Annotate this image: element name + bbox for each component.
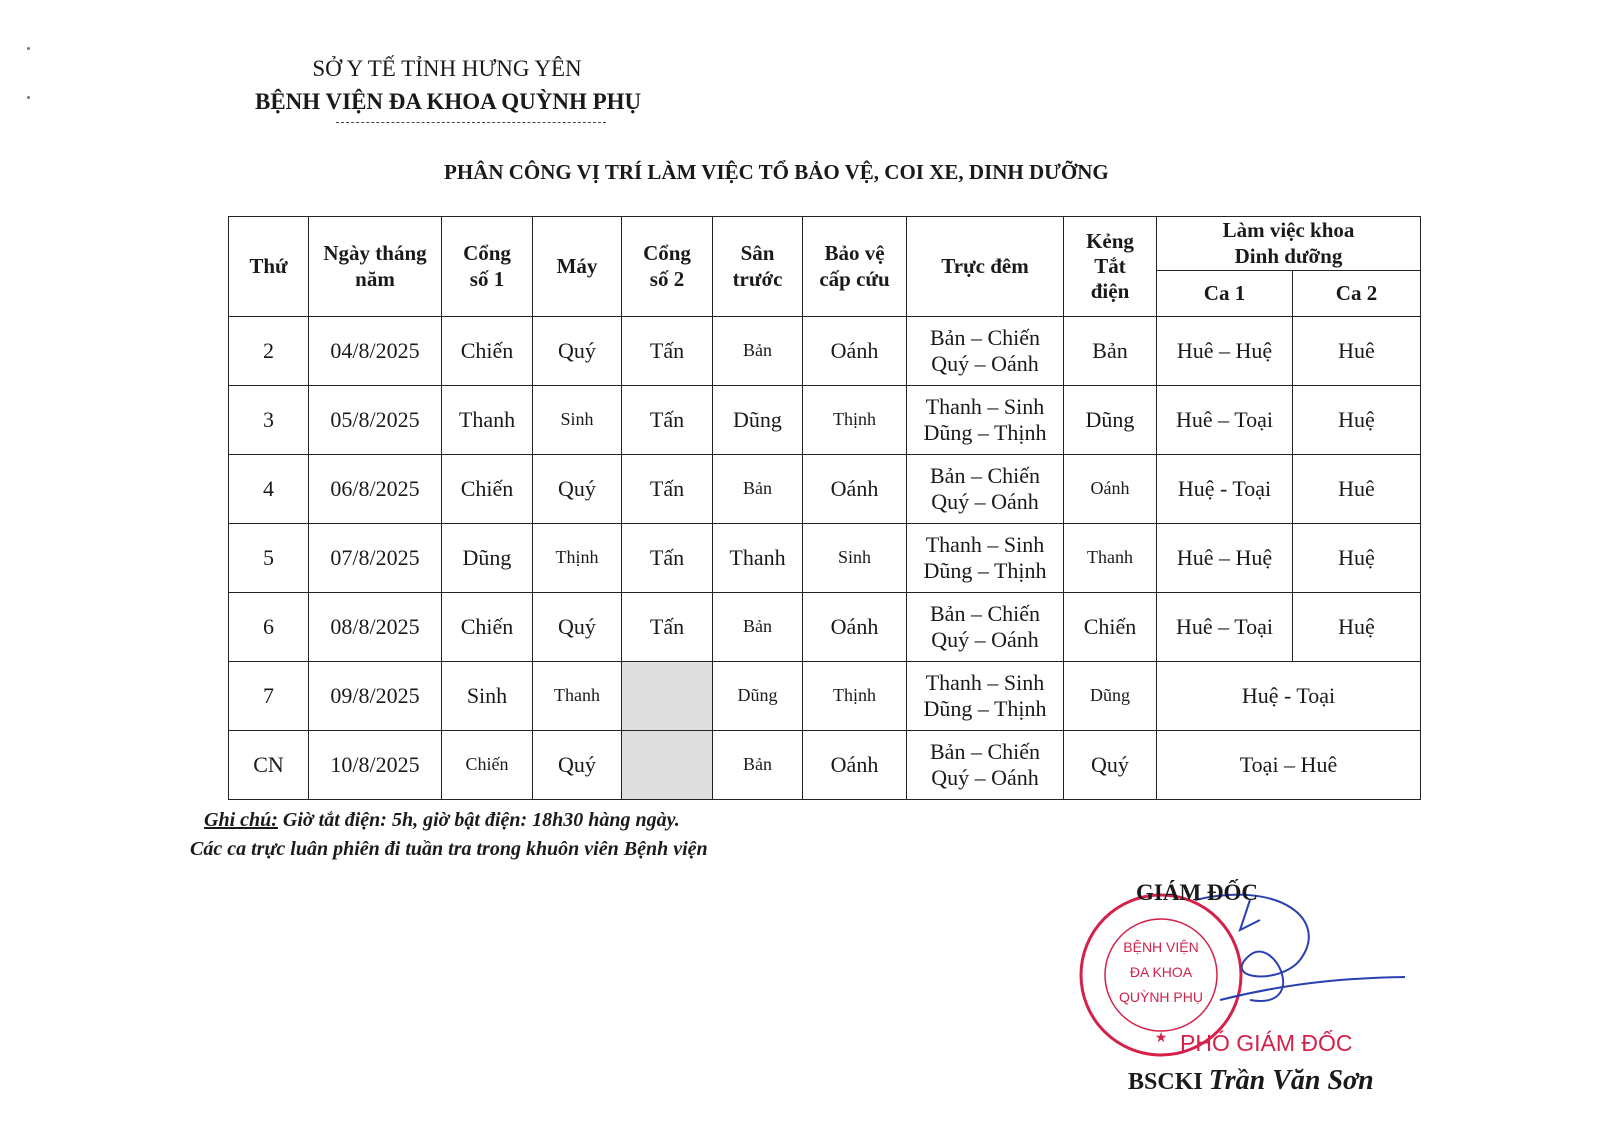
cell-ca1: Huê – Huệ [1157,524,1293,593]
cell-cong1: Sinh [442,662,533,731]
cell-san: Bản [713,593,803,662]
svg-text:★: ★ [1154,1029,1168,1045]
cell-ca1: Huệ - Toại [1157,455,1293,524]
cell-ngay: 04/8/2025 [309,317,442,386]
cell-cong1: Chiến [442,455,533,524]
signer-handwritten-name: Trần Văn Sơn [1208,1065,1374,1096]
cell-cong2: Tấn [622,524,713,593]
cell-truc-dem: Bản – Chiến Quý – Oánh [907,317,1064,386]
cell-keng: Oánh [1064,455,1157,524]
cell-ngay: 06/8/2025 [309,455,442,524]
cell-ngay: 09/8/2025 [309,662,442,731]
table-row [229,317,1421,386]
cell-san: Dũng [713,662,803,731]
cell-may: Quý [533,455,622,524]
cell-cong1: Chiến [442,317,533,386]
cell-ca2: Huệ [1293,386,1421,455]
schedule-table [228,216,1421,800]
cell-cong2-shaded [622,731,713,800]
cell-ngay: 05/8/2025 [309,386,442,455]
cell-truc-dem: Bản – Chiến Quý – Oánh [907,593,1064,662]
header-divider [336,122,606,123]
header-may: Máy [533,217,622,317]
signature-title: GIÁM ĐỐC [1136,880,1259,905]
cell-may: Thịnh [533,524,622,593]
cell-thu: 7 [229,662,309,731]
cell-cong2: Tấn [622,317,713,386]
cell-ca2: Huê [1293,455,1421,524]
cell-san: Bản [713,455,803,524]
cell-truc-dem: Bản – Chiến Quý – Oánh [907,731,1064,800]
agency-name: SỞ Y TẾ TỈNH HƯNG YÊN [312,56,582,81]
cell-may: Quý [533,731,622,800]
hospital-name: BỆNH VIỆN ĐA KHOA QUỲNH PHỤ [255,89,642,114]
cell-thu: 3 [229,386,309,455]
cell-keng: Quý [1064,731,1157,800]
table-row [229,386,1421,455]
table-row [229,524,1421,593]
cell-baove: Thịnh [803,662,907,731]
signature-role: PHÓ GIÁM ĐỐC [1180,1030,1353,1056]
cell-ngay: 07/8/2025 [309,524,442,593]
header-khoa: Làm việc khoa Dinh dưỡng [1157,217,1421,271]
scan-dot [27,96,30,99]
header-ca2: Ca 2 [1293,271,1421,317]
cell-san: Thanh [713,524,803,593]
cell-truc-dem: Thanh – Sinh Dũng – Thịnh [907,662,1064,731]
cell-truc-dem: Thanh – Sinh Dũng – Thịnh [907,524,1064,593]
svg-text:BỆNH VIỆN: BỆNH VIỆN [1123,939,1199,955]
table-row [229,593,1421,662]
header-cong2: Cổng số 2 [622,217,713,317]
header-ngay: Ngày tháng năm [309,217,442,317]
scan-dot [27,47,30,50]
cell-thu: CN [229,731,309,800]
header-thu: Thứ [229,217,309,317]
header-cong1: Cổng số 1 [442,217,533,317]
cell-truc-dem: Bản – Chiến Quý – Oánh [907,455,1064,524]
cell-may: Thanh [533,662,622,731]
cell-cong1: Thanh [442,386,533,455]
signer-prefix: BSCKI [1128,1069,1203,1095]
svg-text:QUỲNH PHỤ: QUỲNH PHỤ [1118,989,1204,1005]
cell-cong1: Chiến [442,731,533,800]
cell-san: Bản [713,317,803,386]
cell-may: Quý [533,317,622,386]
cell-may: Quý [533,593,622,662]
cell-ca1: Huê – Toại [1157,386,1293,455]
cell-ca2: Huê [1293,317,1421,386]
cell-keng: Dũng [1064,662,1157,731]
header-san: Sân trước [713,217,803,317]
cell-truc-dem: Thanh – Sinh Dũng – Thịnh [907,386,1064,455]
cell-baove: Thịnh [803,386,907,455]
cell-ca-merged: Huệ - Toại [1157,662,1421,731]
cell-ngay: 08/8/2025 [309,593,442,662]
table-row [229,731,1421,800]
cell-ca2: Huệ [1293,593,1421,662]
cell-ca-merged: Toại – Huê [1157,731,1421,800]
cell-cong1: Dũng [442,524,533,593]
note-line-2: Các ca trực luân phiên đi tuần tra trong khuôn viên Bệnh viện [190,838,708,860]
cell-baove: Oánh [803,593,907,662]
header-tructdem: Trực đêm [907,217,1064,317]
cell-ca2: Huệ [1293,524,1421,593]
cell-cong2: Tấn [622,386,713,455]
cell-baove: Oánh [803,317,907,386]
svg-text:ĐA KHOA: ĐA KHOA [1129,964,1193,980]
header-keng: Kẻng Tắt điện [1064,217,1157,317]
cell-cong2: Tấn [622,455,713,524]
header-ca1: Ca 1 [1157,271,1293,317]
cell-cong2: Tấn [622,593,713,662]
page-title: PHÂN CÔNG VỊ TRÍ LÀM VIỆC TỔ BẢO VỆ, COI XE, DINH DƯỠNG [444,160,1109,184]
notes [190,806,708,864]
cell-thu: 2 [229,317,309,386]
note-text-1: Giờ tắt điện: 5h, giờ bật điện: 18h30 hàng ngày. [277,809,680,831]
cell-cong1: Chiến [442,593,533,662]
cell-keng: Dũng [1064,386,1157,455]
table-row [229,662,1421,731]
table-row [229,455,1421,524]
cell-san: Bản [713,731,803,800]
cell-ngay: 10/8/2025 [309,731,442,800]
cell-baove: Oánh [803,455,907,524]
signer-name [1128,1065,1374,1097]
cell-may: Sinh [533,386,622,455]
cell-san: Dũng [713,386,803,455]
cell-ca1: Huê – Toại [1157,593,1293,662]
note-label: Ghi chú: [204,809,278,831]
note-line-1 [190,806,708,835]
cell-thu: 5 [229,524,309,593]
cell-thu: 4 [229,455,309,524]
cell-keng: Thanh [1064,524,1157,593]
cell-cong2-shaded [622,662,713,731]
cell-baove: Oánh [803,731,907,800]
cell-keng: Chiến [1064,593,1157,662]
cell-keng: Bản [1064,317,1157,386]
cell-thu: 6 [229,593,309,662]
cell-baove: Sinh [803,524,907,593]
header-baove: Bảo vệ cấp cứu [803,217,907,317]
cell-ca1: Huê – Huệ [1157,317,1293,386]
